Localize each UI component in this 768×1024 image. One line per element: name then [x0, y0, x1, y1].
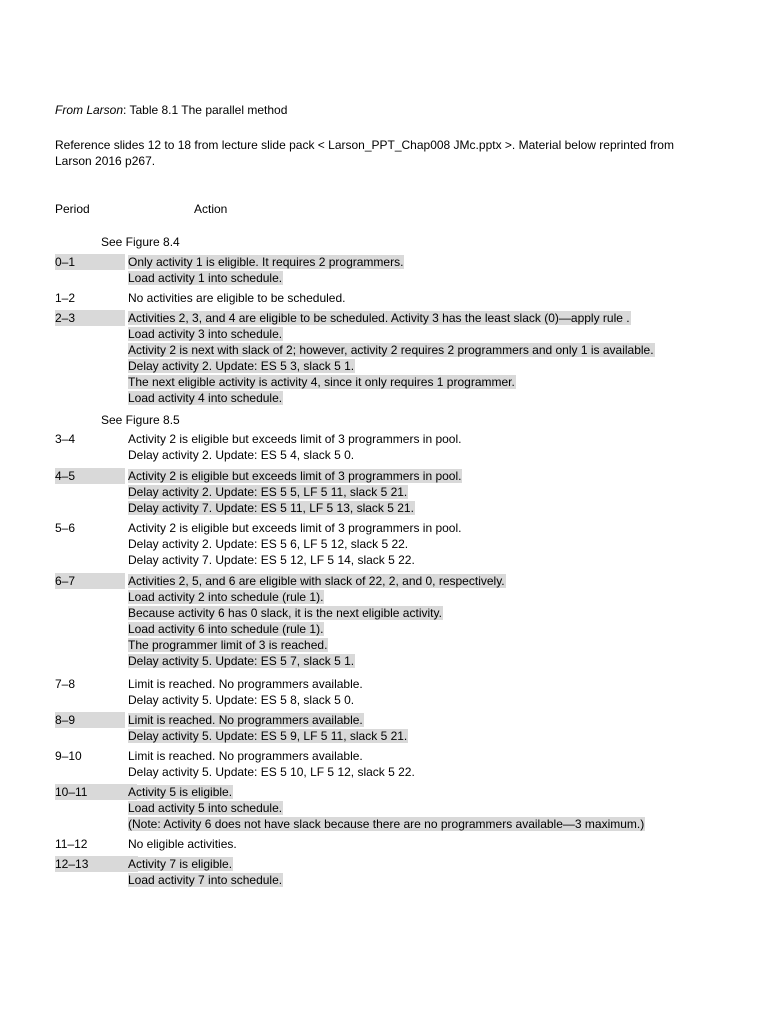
period-label: 9–10: [55, 749, 82, 763]
action-text: Delay activity 5. Update: ES 5 10, LF 5 12, slack 5 22.: [128, 765, 415, 779]
action-text: Delay activity 5. Update: ES 5 8, slack 5 0.: [128, 693, 355, 707]
action-cell: [128, 290, 346, 306]
action-text: Limit is reached. No programmers available.: [128, 713, 363, 727]
action-text: Delay activity 7. Update: ES 5 12, LF 5 14, slack 5 22.: [128, 553, 415, 567]
action-text: Activity 2 is eligible but exceeds limit of 3 programmers in pool.: [128, 521, 462, 535]
action-cell: [128, 712, 408, 744]
action-line: [128, 676, 364, 692]
action-text: Delay activity 7. Update: ES 5 11, LF 5 13, slack 5 21.: [128, 501, 414, 515]
action-text: Delay activity 5. Update: ES 5 9, LF 5 11, slack 5 21.: [128, 729, 408, 743]
action-line: [128, 342, 655, 358]
action-text: Load activity 4 into schedule.: [128, 391, 283, 405]
period-label: 3–4: [55, 432, 76, 446]
action-line: [128, 500, 462, 516]
action-line: [128, 310, 655, 326]
action-cell: [128, 856, 283, 888]
period-label: 12–13: [55, 856, 138, 872]
action-cell: [128, 748, 416, 780]
action-text: (Note: Activity 6 does not have slack because there are no programmers available—3 maximum.): [128, 817, 645, 831]
action-line: [128, 621, 506, 637]
intro-paragraph: Reference slides 12 to 18 from lecture slide pack < Larson_PPT_Chap008 JMc.pptx >. Material below reprinted from Larson 2016 p267.: [55, 138, 674, 168]
action-cell: [128, 836, 238, 852]
action-text: The programmer limit of 3 is reached.: [128, 638, 328, 652]
title-text: : Table 8.1 The parallel method: [123, 103, 288, 117]
action-text: Load activity 3 into schedule.: [128, 327, 283, 341]
period-label: 4–5: [55, 468, 125, 484]
action-text: The next eligible activity is activity 4, since it only requires 1 programmer.: [128, 375, 515, 389]
action-text: Delay activity 5. Update: ES 5 7, slack 5 1.: [128, 654, 355, 668]
action-line: [128, 358, 655, 374]
action-line: [128, 484, 462, 500]
period-label: 8–9: [55, 712, 125, 728]
action-text: Activities 2, 5, and 6 are eligible with slack of 22, 2, and 0, respectively.: [128, 574, 505, 588]
action-text: Delay activity 2. Update: ES 5 4, slack 5 0.: [128, 448, 355, 462]
action-line: [128, 764, 416, 780]
figure-reference: See Figure 8.4: [101, 235, 180, 249]
action-text: No activities are eligible to be scheduled.: [128, 291, 346, 305]
action-text: Limit is reached. No programmers available.: [128, 677, 363, 691]
action-cell: [128, 310, 655, 406]
action-line: [128, 431, 462, 447]
period-label: 10–11: [55, 784, 137, 800]
action-text: Delay activity 2. Update: ES 5 3, slack 5 1.: [128, 359, 355, 373]
action-text: Only activity 1 is eligible. It requires 2 programmers.: [128, 255, 404, 269]
action-line: [128, 270, 404, 286]
title-source: From Larson: [55, 103, 124, 117]
action-line: [128, 468, 462, 484]
page-title: [55, 103, 287, 117]
action-line: [128, 784, 645, 800]
action-line: [128, 692, 364, 708]
action-text: No eligible activities.: [128, 837, 237, 851]
action-cell: [128, 676, 364, 708]
period-column-header: Period: [55, 202, 90, 216]
action-line: [128, 374, 655, 390]
action-text: Load activity 7 into schedule.: [128, 873, 283, 887]
action-line: [128, 447, 462, 463]
period-label: 0–1: [55, 254, 125, 270]
period-label: 11–12: [55, 837, 88, 851]
action-text: Activity 2 is eligible but exceeds limit of 3 programmers in pool.: [128, 432, 462, 446]
period-label: 5–6: [55, 521, 76, 535]
action-text: Load activity 6 into schedule (rule 1).: [128, 622, 324, 636]
action-cell: [128, 520, 462, 568]
action-line: [128, 872, 283, 888]
action-line: [128, 836, 238, 852]
action-cell: [128, 573, 506, 669]
action-cell: [128, 784, 645, 832]
action-line: [128, 589, 506, 605]
action-text: Load activity 1 into schedule.: [128, 271, 283, 285]
action-text: Because activity 6 has 0 slack, it is the next eligible activity.: [128, 606, 442, 620]
period-label: 6–7: [55, 573, 125, 589]
action-line: [128, 856, 283, 872]
period-label: 7–8: [55, 677, 76, 691]
action-line: [128, 637, 506, 653]
action-text: Activity 2 is next with slack of 2; however, activity 2 requires 2 programmers and only 1 is available.: [128, 343, 654, 357]
action-text: Delay activity 2. Update: ES 5 6, LF 5 12, slack 5 22.: [128, 537, 409, 551]
action-column-header: Action: [194, 202, 228, 216]
action-text: Activity 2 is eligible but exceeds limit of 3 programmers in pool.: [128, 469, 462, 483]
action-cell: [128, 254, 404, 286]
period-label: 1–2: [55, 291, 76, 305]
action-line: [128, 712, 408, 728]
action-text: Delay activity 2. Update: ES 5 5, LF 5 11, slack 5 21.: [128, 485, 408, 499]
action-line: [128, 605, 506, 621]
action-line: [128, 552, 462, 568]
period-label: 2–3: [55, 310, 125, 326]
action-text: Load activity 5 into schedule.: [128, 801, 283, 815]
action-line: [128, 816, 645, 832]
action-line: [128, 520, 462, 536]
action-cell: [128, 431, 462, 463]
action-line: [128, 728, 408, 744]
action-line: [128, 326, 655, 342]
action-line: [128, 748, 416, 764]
action-line: [128, 653, 506, 669]
action-text: Activities 2, 3, and 4 are eligible to be scheduled. Activity 3 has the least slack (0)—apply rule .: [128, 311, 630, 325]
action-text: Activity 7 is eligible.: [128, 857, 233, 871]
action-line: [128, 390, 655, 406]
action-text: Load activity 2 into schedule (rule 1).: [128, 590, 324, 604]
action-cell: [128, 468, 462, 516]
action-text: Activity 5 is eligible.: [128, 785, 233, 799]
action-line: [128, 290, 346, 306]
figure-reference: See Figure 8.5: [101, 413, 180, 427]
action-line: [128, 800, 645, 816]
action-line: [128, 536, 462, 552]
action-line: [128, 573, 506, 589]
action-line: [128, 254, 404, 270]
action-text: Limit is reached. No programmers available.: [128, 749, 363, 763]
